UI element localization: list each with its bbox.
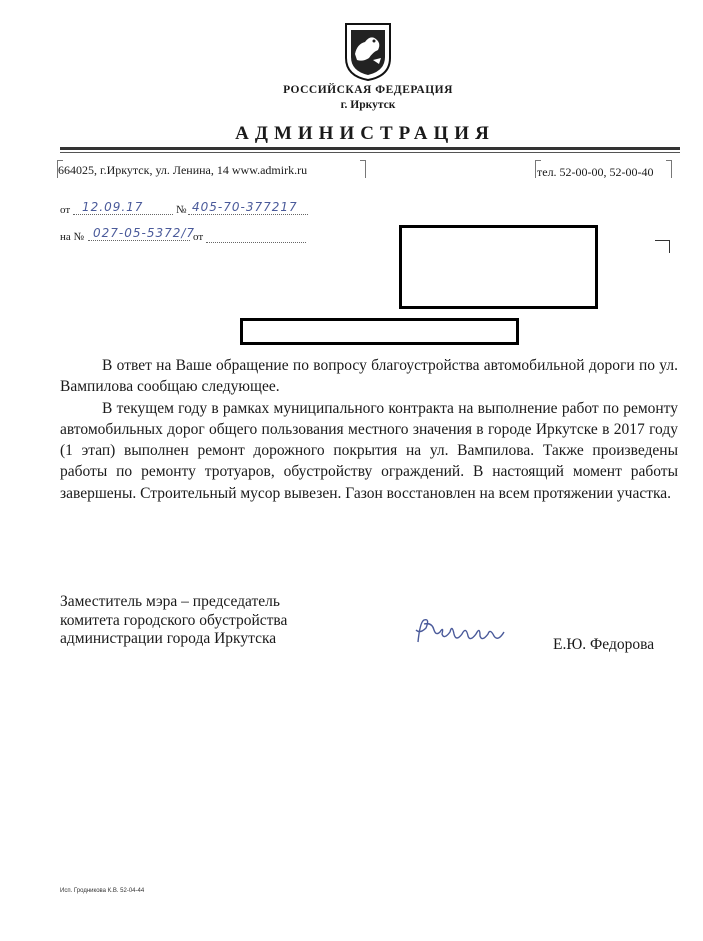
city-heading: г. Иркутск [340, 99, 396, 111]
date-label: от [60, 204, 71, 216]
reply-number-label: на № [60, 231, 85, 243]
body-paragraph: В ответ на Ваше обращение по вопросу благоустройства автомобильной дороги по ул. Вампилова сообщаю следующее. [60, 357, 678, 396]
signatory-title-line: администрации города Иркутска [60, 630, 277, 647]
reply-date-label: от [193, 231, 204, 243]
letterhead-rule-thin [60, 152, 680, 153]
body-paragraph: В текущем году в рамках муниципального контракта на выполнение работ по ремонту автомобильных дорог общего пользования местного значения в городе Иркутске в 2017 году (1 этап) выполнен ремонт дорожного покрытия на ул. Вампилова. Также произведены работы по ремонту тротуаров, обустройству ограждений. В настоящий момент работы завершены. Строительный мусор вывезен. Газон восстановлен на всем протяжении участка. [60, 399, 678, 502]
letterhead-title: АДМИНИСТРАЦИЯ [235, 123, 495, 144]
corner-mark [655, 240, 670, 253]
handwritten-signature [410, 612, 515, 657]
letter-body [60, 355, 678, 504]
phone-line: тел. 52-00-00, 52-00-40 [537, 165, 654, 179]
city-emblem-icon [343, 20, 393, 82]
signatory-title [60, 593, 287, 649]
executor-note: Исп. Гродникова К.В. 52-04-44 [60, 888, 145, 894]
outgoing-date: 12.09.17 [82, 200, 144, 214]
signatory-title-line: Заместитель мэра – председатель [60, 593, 280, 610]
phones-bracket-end [666, 160, 672, 178]
redacted-recipient-block [399, 225, 598, 309]
country-heading: РОССИЙСКАЯ ФЕДЕРАЦИЯ [283, 84, 453, 96]
redacted-salutation-block [240, 318, 519, 345]
address-bracket-end [360, 160, 366, 178]
signatory-title-line: комитета городского обустройства [60, 611, 288, 629]
signatory-name: Е.Ю. Федорова [553, 636, 655, 653]
number-label: № [176, 204, 187, 216]
address-line: 664025, г.Иркутск, ул. Ленина, 14 www.admirk.ru [58, 163, 308, 177]
incoming-number: 027-05-5372/7 [93, 226, 196, 240]
reply-date-field [206, 228, 306, 243]
outgoing-number: 405-70-377217 [192, 200, 298, 214]
letterhead-rule [60, 147, 680, 150]
